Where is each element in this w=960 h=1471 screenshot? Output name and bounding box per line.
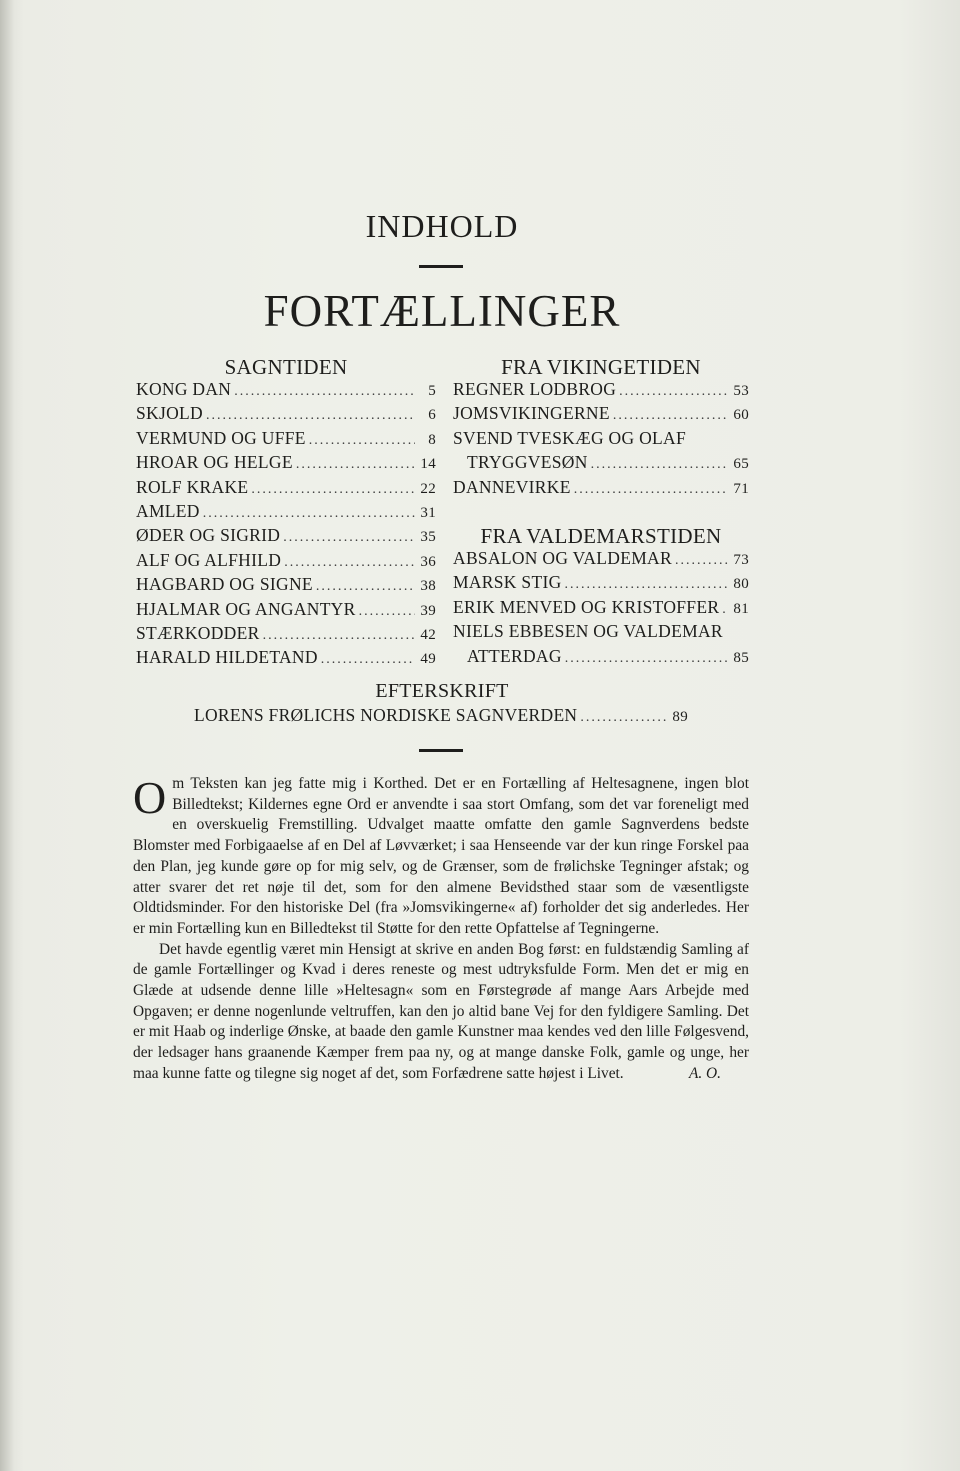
toc-entry: [453, 428, 749, 452]
toc-entry-page: 8: [428, 431, 436, 448]
toc-entry: [453, 379, 749, 403]
toc-leader-dots: [591, 457, 728, 473]
section-heading-efterskrift: EFTERSKRIFT: [375, 680, 509, 702]
toc-entry: [453, 646, 749, 670]
toc-leader-dots: [565, 651, 728, 667]
toc-entry-title: KONG DAN: [136, 379, 232, 399]
toc-leader-dots: [316, 579, 415, 595]
section-heading-sagntiden: SAGNTIDEN: [224, 355, 348, 379]
toc-entry-page: 53: [733, 383, 749, 399]
drop-cap: O: [133, 772, 167, 823]
preface-paragraph-1: [133, 774, 749, 940]
toc-entry: [453, 572, 749, 596]
toc-entry: [136, 574, 436, 598]
toc-entry-title: ALF OG ALFHILD: [136, 549, 282, 570]
toc-entry-title: ATTERDAG: [467, 645, 562, 666]
toc-entry-title: ØDER OG SIGRID: [136, 525, 281, 546]
toc-entry: [136, 599, 436, 623]
toc-entry: [136, 477, 436, 501]
toc-entry-title: DANNEVIRKE: [453, 476, 571, 497]
toc-entry-page: 31: [420, 504, 436, 521]
toc-leader-dots: [263, 628, 415, 644]
toc-leader-dots: [283, 530, 415, 546]
toc-leader-dots: [321, 652, 415, 668]
page-subtitle: FORTÆLLINGER: [263, 286, 621, 336]
preface-text: [133, 774, 749, 1085]
toc-entry-page: 38: [420, 578, 436, 595]
toc-entry-page: 89: [672, 709, 688, 725]
toc-entry-title: JOMSVIKINGERNE: [453, 403, 610, 424]
toc-leader-dots: [284, 555, 415, 571]
toc-entry: [136, 428, 436, 452]
toc-entry-title: SKJOLD: [136, 403, 203, 424]
toc-leader-dots: [613, 408, 728, 424]
section-heading-vikingetiden: FRA VIKINGETIDEN: [501, 355, 701, 379]
toc-entry-page: 22: [420, 480, 436, 497]
toc-entry-page: 80: [733, 576, 749, 593]
toc-entry: [453, 548, 749, 572]
toc-entry: [136, 550, 436, 574]
toc-entry-title: VERMUND OG UFFE: [136, 427, 306, 448]
toc-entry-title: MARSK STIG: [453, 572, 562, 593]
toc-list-sagntiden: [136, 379, 436, 672]
toc-entry: [136, 452, 436, 476]
toc-entry: [136, 647, 436, 671]
toc-entry-page: 5: [428, 383, 436, 399]
toc-entry-page: 39: [420, 602, 436, 619]
toc-leader-dots: [565, 577, 728, 593]
toc-entry-title: SVEND TVESKÆG OG OLAF: [453, 427, 687, 448]
toc-entry-title: ERIK MENVED OG KRISTOFFER: [453, 596, 720, 617]
toc-entry: [136, 623, 436, 647]
toc-entry: [194, 705, 688, 729]
toc-leader-dots: [203, 506, 415, 522]
toc-entry-page: 36: [420, 553, 436, 570]
toc-entry-title: TRYGGVESØN: [467, 452, 588, 473]
toc-entry: [136, 379, 436, 403]
preface-paragraph-2-text: Det havde egentlig været min Hensigt at skrive en anden Bog først: en fuldstændig Samling af de gamle Fortællinger og Kvad i deres reneste og mest udtryksfulde Form. Men det er mig en Glæde at udsende denne lille »Heltesagn« som en Førstegrøde af mange Aars Arbejde med Opgaven; er denne nogenlunde veltruffen, kan den jo altid bane Vej for den fyldigere Samling. Det er mit Haab og inderlige Ønske, at baade den gamle Kunstner maa kendes ved den lille Følgesvend, der ledsager hans graanende Kæmper frem paa ny, og at mange danske Folk, gamle og unge, her maa kunne fatte og tilegne sig noget af det, som Forfædrene satte højest i Livet.: [133, 940, 749, 1082]
toc-entry-page: 35: [420, 529, 436, 546]
toc-entry-page: 73: [733, 552, 749, 568]
toc-entry: [453, 621, 749, 645]
toc-list-valdemarstiden: [453, 548, 749, 670]
toc-leader-dots: [296, 457, 415, 473]
toc-leader-dots: [675, 553, 728, 569]
toc-leader-dots: [722, 602, 728, 618]
toc-leader-dots: [206, 408, 415, 424]
toc-entry-title: HARALD HILDETAND: [136, 647, 318, 668]
section-heading-valdemarstiden: FRA VALDEMARSTIDEN: [480, 524, 722, 548]
toc-entry-page: 71: [733, 480, 749, 497]
toc-entry: [136, 525, 436, 549]
toc-entry: [453, 452, 749, 476]
toc-entry: [453, 477, 749, 501]
page-title: INDHOLD: [365, 208, 519, 244]
toc-list-efterskrift: [194, 705, 688, 729]
toc-entry: [453, 403, 749, 427]
title-divider: [419, 265, 463, 268]
author-signature: A. O.: [688, 1064, 721, 1082]
toc-entry: [136, 403, 436, 427]
toc-leader-dots: [574, 482, 728, 498]
toc-entry-title: HROAR OG HELGE: [136, 452, 293, 473]
preface-paragraph-1-text: m Teksten kan jeg fatte mig i Korthed. Det er en Fortælling af Heltesagnene, ingen blot Billedtekst; Kildernes egne Ord er anvendte i saa stort Omfang, som det var foreneligt med en overskuelig Fremstilling. Udvalget maatte omfatte den gamle Sagnverdens bedste Blomster med Forbigaaelse af en Del af Løvværket; i saa Henseende var der kun ringe Forskel paa den Plan, jeg kunde gøre op for mig selv, og de Grænser, som de frølichske Tegninger afstak; og atter svarer det ret nøje til det, som for den almene Bevidsthed staar som de væsentligste Oldtidsminder. For den historiske Del (fra »Jomsvikingerne« af) forholder det sig anderledes. Her er min Fortælling kun en Billedtekst til Støtte for den rette Opfattelse af Tegningerne.: [133, 775, 749, 937]
toc-leader-dots: [359, 604, 415, 620]
toc-entry-title: AMLED: [136, 500, 200, 521]
toc-leader-dots: [309, 433, 415, 449]
toc-entry-title: ABSALON OG VALDEMAR: [453, 548, 672, 568]
toc-leader-dots: [251, 482, 415, 498]
toc-entry-title: LORENS FRØLICHS NORDISKE SAGNVERDEN: [194, 705, 578, 725]
section-divider: [419, 749, 463, 752]
toc-entry-page: 65: [733, 456, 749, 473]
toc-entry-page: 85: [733, 649, 749, 666]
toc-entry-page: 81: [733, 600, 749, 617]
preface-paragraph-2: [133, 940, 749, 1085]
toc-entry-title: HAGBARD OG SIGNE: [136, 574, 313, 595]
toc-entry-page: 6: [428, 407, 436, 424]
toc-entry: [453, 597, 749, 621]
toc-entry-title: STÆRKODDER: [136, 622, 260, 643]
toc-entry-page: 49: [420, 651, 436, 668]
toc-list-vikingetiden: [453, 379, 749, 501]
toc-leader-dots: [580, 710, 667, 726]
toc-entry-page: 60: [733, 407, 749, 424]
toc-entry-title: REGNER LODBROG: [453, 379, 617, 399]
toc-entry-title: ROLF KRAKE: [136, 476, 249, 497]
toc-entry-title: NIELS EBBESEN OG VALDEMAR: [453, 621, 723, 642]
toc-leader-dots: [234, 384, 415, 400]
toc-leader-dots: [619, 384, 728, 400]
toc-entry-page: 42: [420, 626, 436, 643]
toc-entry-page: 14: [420, 456, 436, 473]
toc-entry-title: HJALMAR OG ANGANTYR: [136, 598, 356, 619]
toc-entry: [136, 501, 436, 525]
